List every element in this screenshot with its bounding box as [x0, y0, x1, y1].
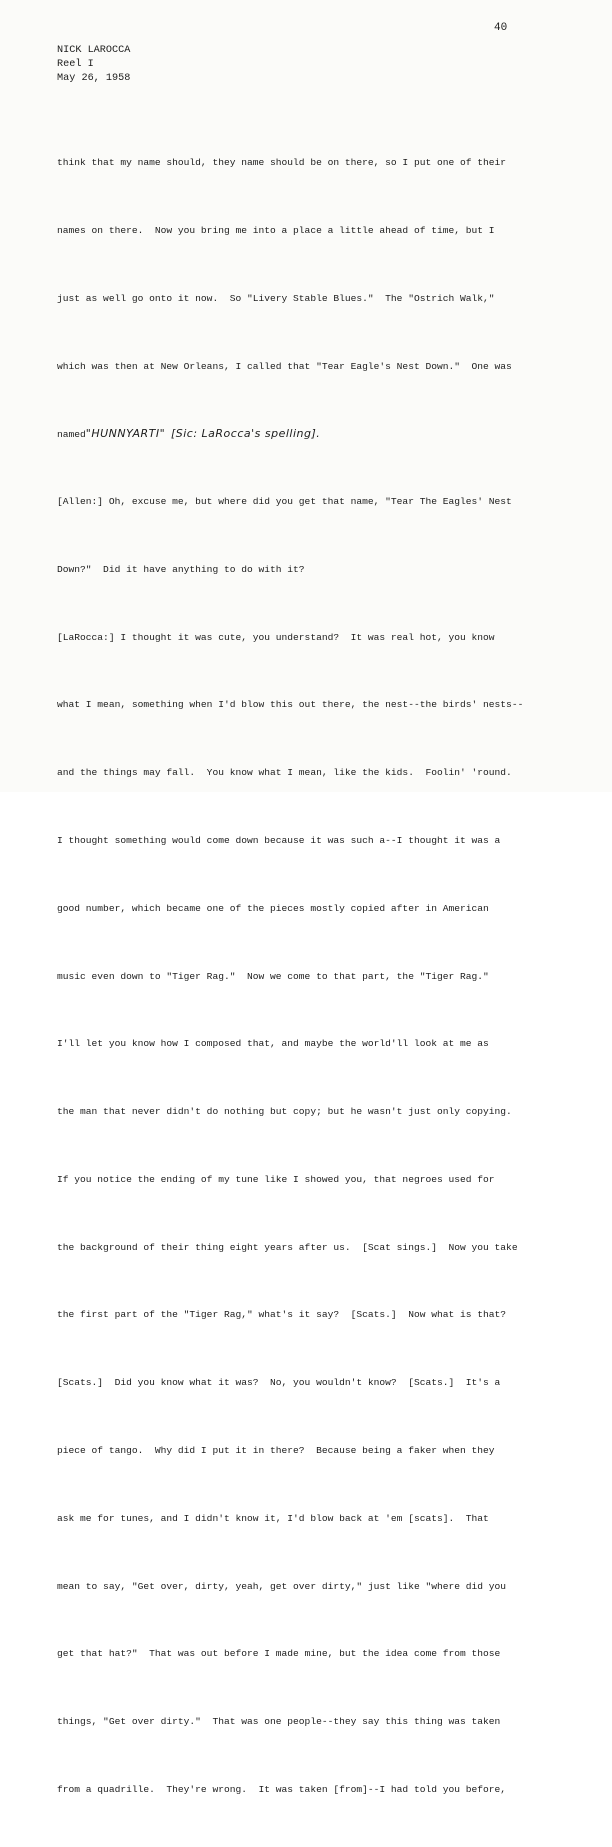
transcript-line: If you notice the ending of my tune like I showed you, that negroes used for	[57, 1173, 495, 1185]
transcript-line: which was then at New Orleans, I called that "Tear Eagle's Nest Down." One was	[57, 360, 512, 372]
transcript-line: ask me for tunes, and I didn't know it, I'd blow back at 'em [scats]. That	[57, 1512, 489, 1524]
page-number: 40	[494, 22, 508, 34]
transcript-line: the man that never didn't do nothing but copy; but he wasn't just only copying.	[57, 1106, 512, 1118]
transcript-line: think that my name should, they name should be on there, so I put one of their	[57, 157, 507, 169]
transcript-line: things, "Get over dirty." That was one people--they say this thing was taken	[57, 1716, 501, 1728]
transcript-line: what I mean, something when I'd blow this out there, the nest--the birds' nests--	[57, 699, 524, 711]
transcript-line-handwritten	[57, 423, 577, 446]
transcript-line: get that hat?" That was out before I made mine, but the idea come from those	[57, 1648, 501, 1660]
transcript-line: from a quadrille. They're wrong. It was taken [from]--I had told you before,	[57, 1783, 507, 1795]
transcript-line: just as well go onto it now. So "Livery Stable Blues." The "Ostrich Walk,"	[57, 292, 495, 304]
transcript-line: mean to say, "Get over, dirty, yeah, get over dirty," just like "where did you	[57, 1580, 507, 1592]
handwritten-name: "HUNNYARTI"	[85, 427, 166, 441]
transcript-line: [Scats.] Did you know what it was? No, you wouldn't know? [Scats.] It's a	[57, 1377, 501, 1389]
interview-date: May 26, 1958	[57, 73, 131, 84]
transcript-line: [LaRocca:] I thought it was cute, you understand? It was real hot, you know	[57, 631, 495, 643]
handwritten-note: [Sic: LaRocca's spelling].	[170, 427, 321, 441]
transcript-line: the first part of the "Tiger Rag," what's it say? [Scats.] Now what is that?	[57, 1309, 507, 1321]
transcript-line: names on there. Now you bring me into a place a little ahead of time, but I	[57, 224, 495, 236]
transcript-line: music even down to "Tiger Rag." Now we come to that part, the "Tiger Rag."	[57, 970, 489, 982]
transcript-line: the background of their thing eight years after us. [Scat sings.] Now you take	[57, 1241, 518, 1253]
named-prefix: named	[57, 429, 86, 441]
transcript-line: good number, which became one of the pieces mostly copied after in American	[57, 902, 489, 914]
transcript-body	[57, 107, 577, 1847]
transcript-line: piece of tango. Why did I put it in there? Because being a faker when they	[57, 1445, 495, 1457]
transcript-line: [Allen:] Oh, excuse me, but where did you get that name, "Tear The Eagles' Nest	[57, 496, 512, 508]
transcript-header	[57, 44, 130, 86]
transcript-line: I thought something would come down because it was such a--I thought it was a	[57, 835, 501, 846]
transcript-line: I'll let you know how I composed that, and maybe the world'll look at me as	[57, 1038, 489, 1050]
transcript-line: and the things may fall. You know what I mean, like the kids. Foolin' 'round.	[57, 767, 512, 779]
transcript-line: Down?" Did it have anything to do with it?	[57, 563, 305, 575]
reel-label: Reel I	[57, 59, 94, 70]
interviewee-name: NICK LAROCCA	[57, 45, 131, 56]
